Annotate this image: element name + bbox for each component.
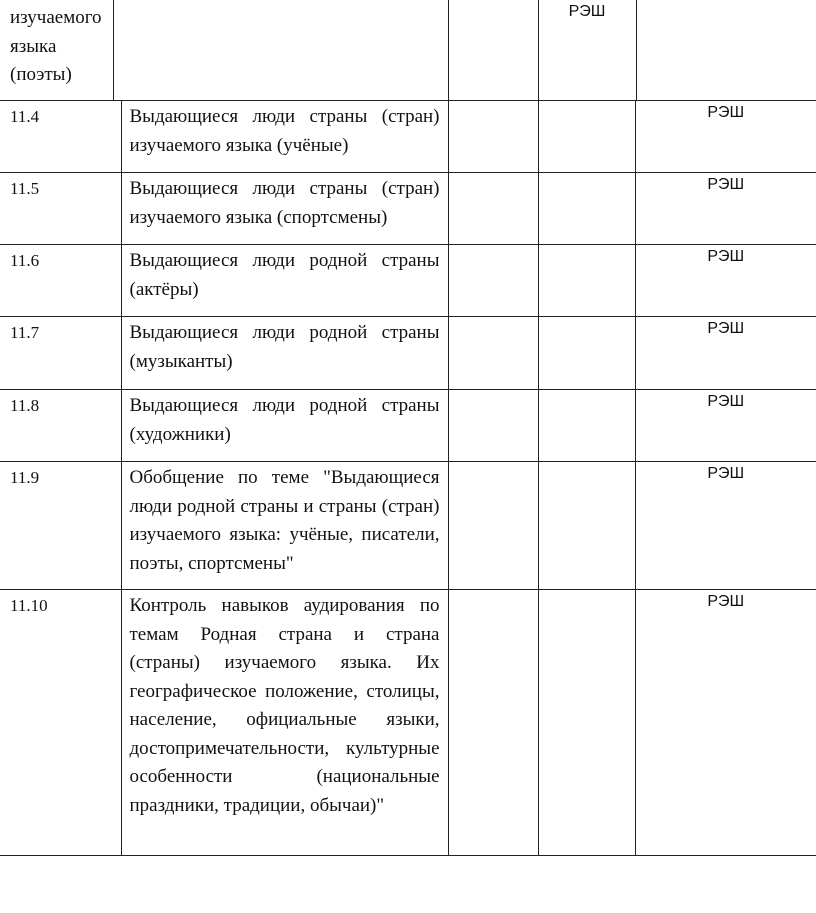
table-row — [0, 462, 816, 590]
resource-cell — [635, 245, 816, 317]
topic-cell — [121, 317, 448, 390]
empty-cell — [538, 317, 635, 390]
empty-cell — [538, 173, 635, 245]
topic-cell — [121, 173, 448, 245]
lesson-topic: Обобщение по теме "Выдающиеся люди родной страны и страны (стран) изучаемого языка: учёные, писатели, поэты, спортсмены" — [129, 467, 440, 574]
table-row — [0, 590, 816, 856]
resource-cell — [635, 317, 816, 390]
empty-cell — [538, 390, 635, 462]
empty-cell — [448, 245, 538, 317]
resource-label: РЭШ — [707, 248, 745, 265]
number-cell — [0, 590, 121, 856]
top-partial-table — [0, 0, 637, 101]
resource-cell — [635, 390, 816, 462]
empty-cell — [448, 173, 538, 245]
table-row — [0, 0, 636, 100]
resource-cell — [635, 173, 816, 245]
empty-cell — [448, 462, 538, 590]
empty-cell — [448, 0, 538, 100]
topic-cell — [121, 462, 448, 590]
topic-line: изучаемого — [10, 7, 102, 28]
topic-cell — [121, 390, 448, 462]
number-cell — [0, 390, 121, 462]
number-cell — [0, 462, 121, 590]
resource-cell — [635, 462, 816, 590]
empty-cell — [538, 590, 635, 856]
lesson-topic: Контроль навыков аудирования по темам Родная страна и страна (страны) изучаемого языка. Их географическое положение, столицы, население, официальные языки, достопримечательности, культурные особенности (национальные праздники, традиции, обычаи)" — [129, 595, 440, 816]
empty-cell — [448, 101, 538, 173]
lessons-table — [0, 100, 816, 856]
resource-cell — [635, 101, 816, 173]
table-row — [0, 101, 816, 173]
number-cell — [0, 173, 121, 245]
empty-cell — [538, 462, 635, 590]
lesson-number: 11.7 — [10, 323, 40, 342]
topic-line: языка — [10, 35, 57, 57]
empty-cell — [448, 590, 538, 856]
lesson-number: 11.10 — [10, 596, 48, 615]
resource-label: РЭШ — [568, 3, 606, 20]
empty-cell — [113, 0, 448, 100]
lesson-topic: Выдающиеся люди страны (стран) изучаемого языка (учёные) — [129, 106, 440, 156]
number-cell — [0, 101, 121, 173]
topic-cell — [121, 590, 448, 856]
number-cell — [0, 245, 121, 317]
lesson-topic: Выдающиеся люди родной страны (актёры) — [129, 250, 440, 300]
empty-cell — [538, 245, 635, 317]
lesson-number: 11.9 — [10, 468, 40, 487]
table-row — [0, 390, 816, 462]
lesson-number: 11.4 — [10, 107, 40, 126]
resource-cell — [635, 590, 816, 856]
empty-cell — [538, 101, 635, 173]
resource-cell — [538, 0, 636, 100]
topic-cell — [121, 245, 448, 317]
table-row — [0, 173, 816, 245]
resource-label: РЭШ — [707, 393, 745, 410]
resource-label: РЭШ — [707, 465, 745, 482]
lesson-number: 11.6 — [10, 251, 40, 270]
lesson-topic: Выдающиеся люди родной страны (музыканты) — [129, 322, 440, 372]
resource-label: РЭШ — [707, 320, 745, 337]
resource-label: РЭШ — [707, 593, 745, 610]
number-cell — [0, 317, 121, 390]
table-row — [0, 245, 816, 317]
lesson-topic: Выдающиеся люди страны (стран) изучаемого языка (спортсмены) — [129, 178, 440, 228]
lesson-number: 11.8 — [10, 396, 40, 415]
topic-line: (поэты) — [10, 64, 72, 85]
resource-label: РЭШ — [707, 176, 745, 193]
lesson-number: 11.5 — [10, 179, 40, 198]
lesson-topic: Выдающиеся люди родной страны (художники) — [129, 395, 440, 445]
table-row — [0, 317, 816, 390]
topic-cell — [0, 0, 113, 100]
empty-cell — [448, 390, 538, 462]
topic-cell — [121, 101, 448, 173]
empty-cell — [448, 317, 538, 390]
resource-label: РЭШ — [707, 104, 745, 121]
